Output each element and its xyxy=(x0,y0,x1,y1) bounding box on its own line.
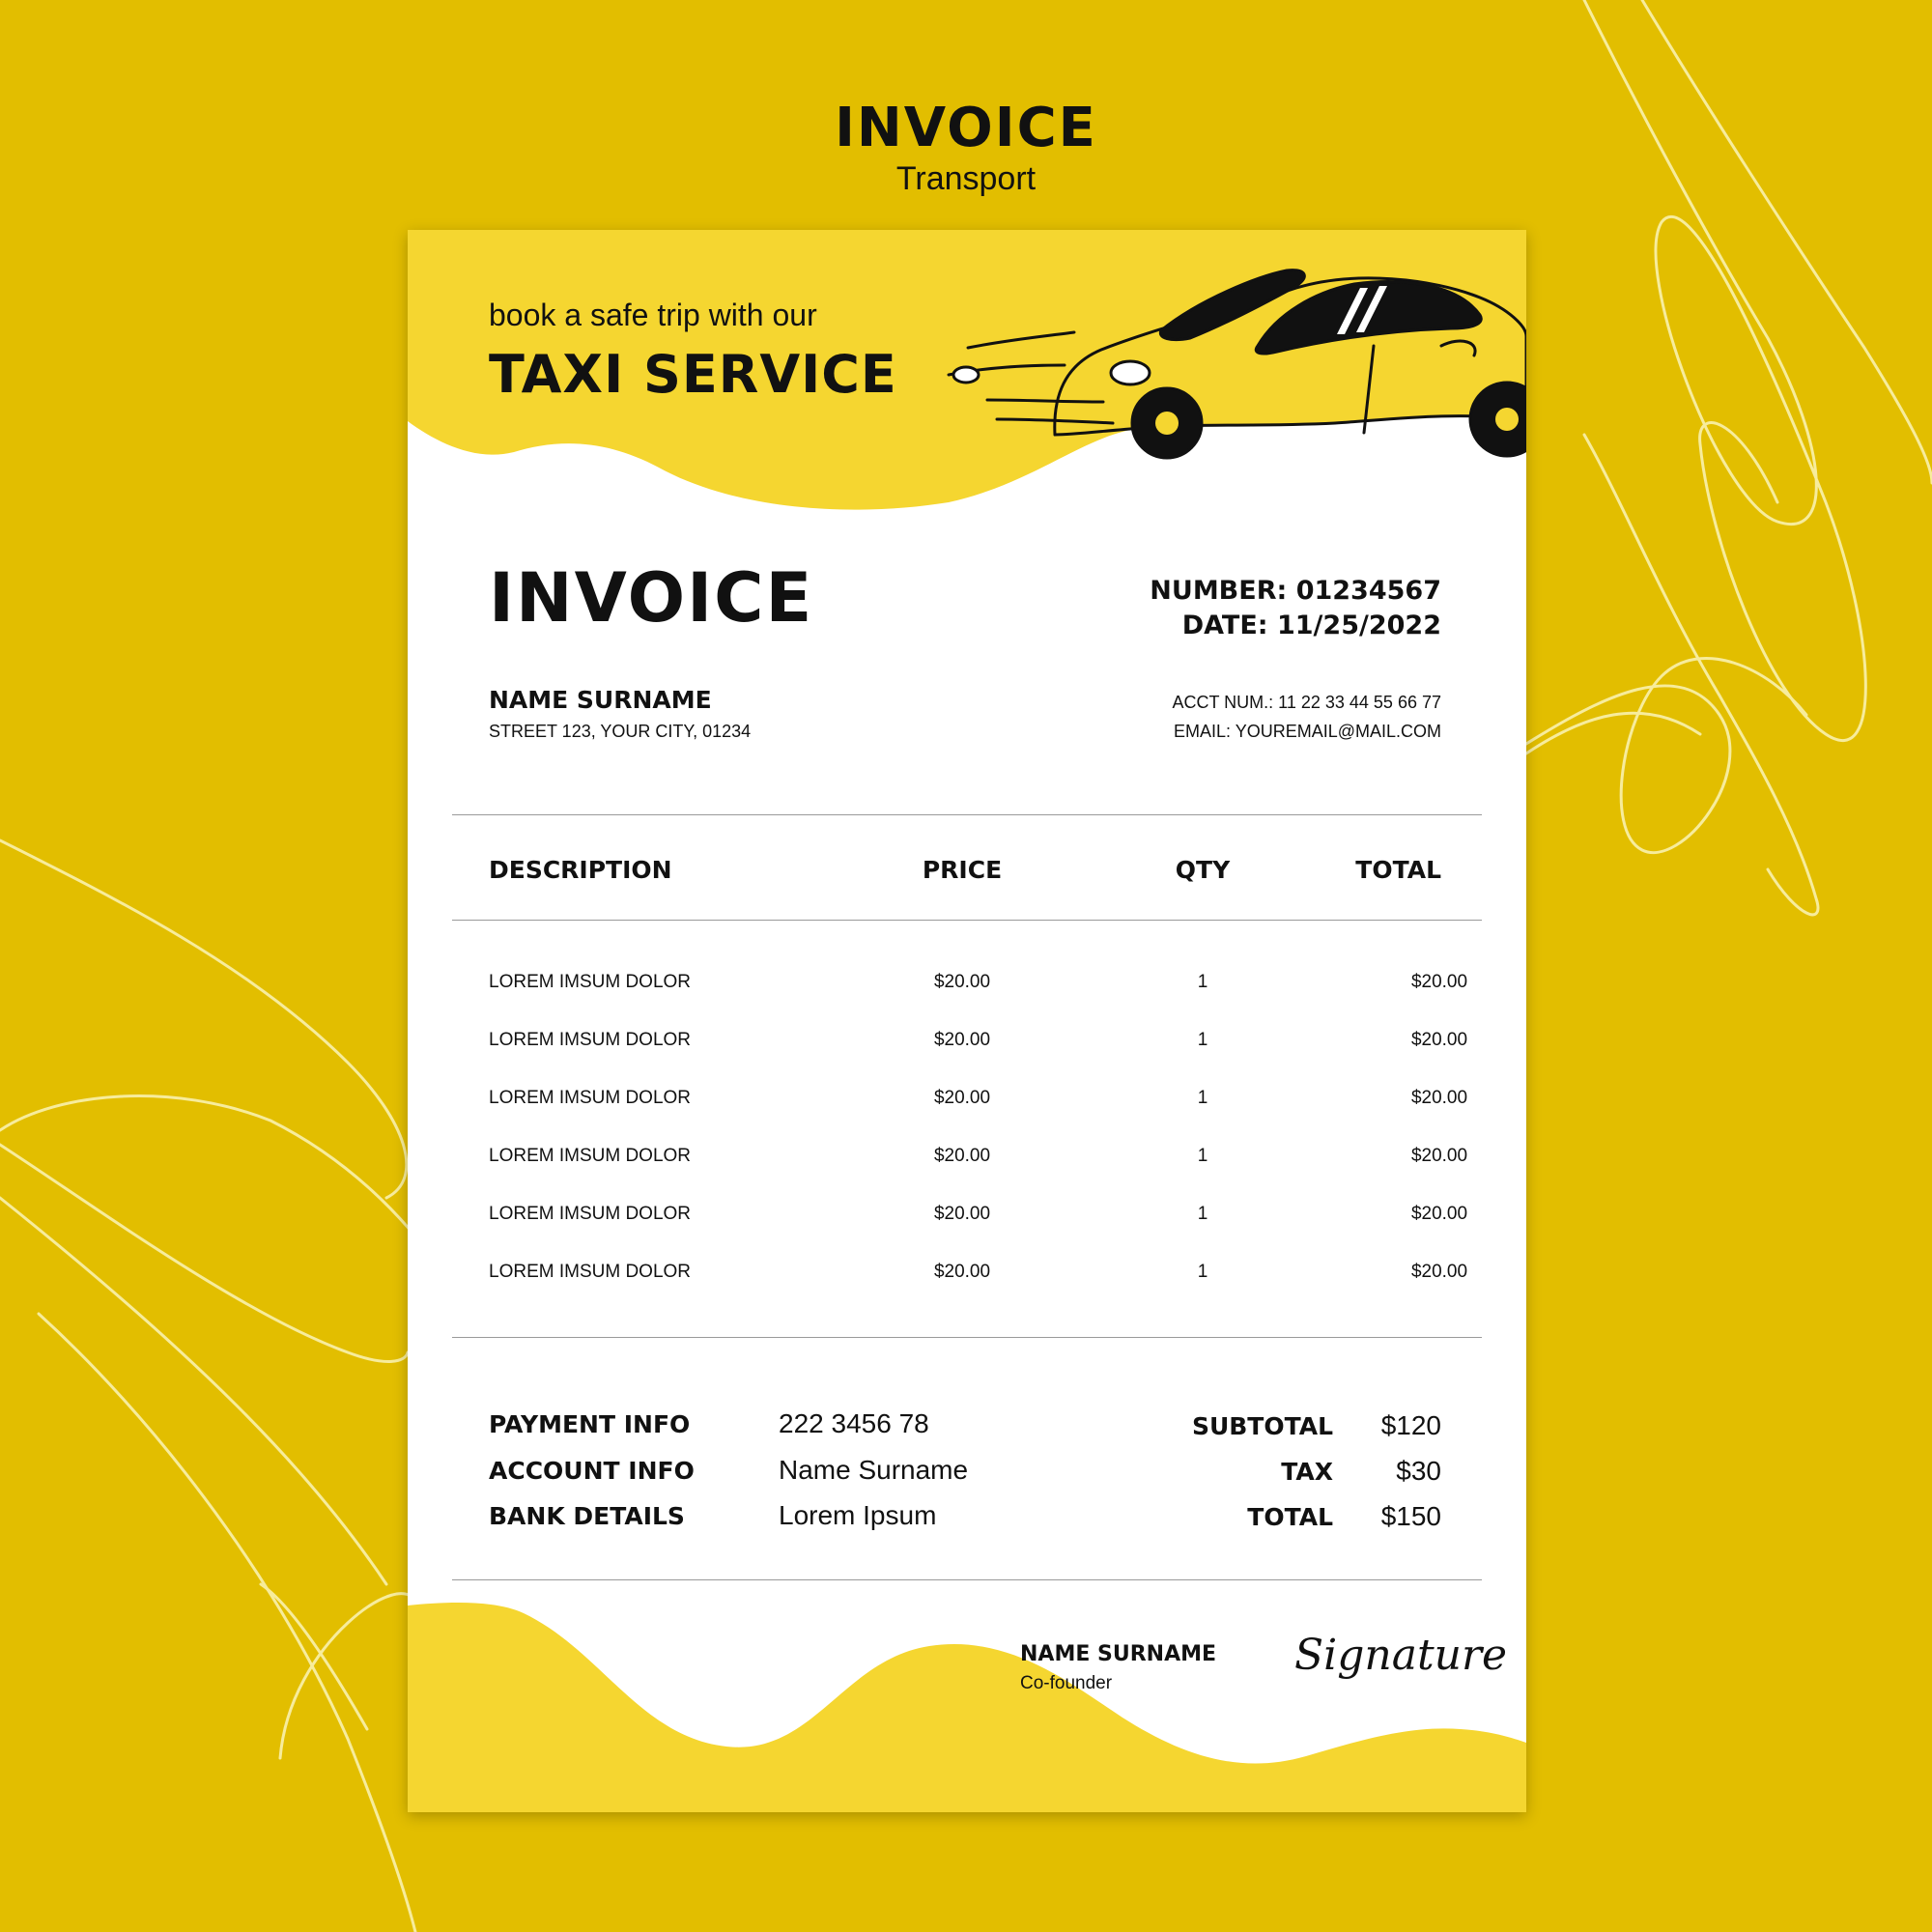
cell-qty: 1 xyxy=(1197,1262,1208,1282)
cell-qty: 1 xyxy=(1197,1088,1208,1108)
signer-name: NAME SURNAME xyxy=(1020,1642,1217,1666)
cell-price: $20.00 xyxy=(933,1030,991,1050)
tax-label: TAX xyxy=(1281,1458,1333,1486)
cell-description: LOREM IMSUM DOLOR xyxy=(489,1204,692,1224)
account-info-label: ACCOUNT INFO xyxy=(489,1457,695,1485)
col-header-qty: QTY xyxy=(1175,856,1231,884)
bank-details-label: BANK DETAILS xyxy=(489,1502,685,1530)
invoice-title: INVOICE xyxy=(489,558,814,638)
table-row xyxy=(408,1088,1526,1126)
cell-total: $20.00 xyxy=(1410,1204,1468,1224)
bank-details-value: Lorem Ipsum xyxy=(779,1500,937,1530)
cell-qty: 1 xyxy=(1197,972,1208,992)
account-number: ACCT NUM.: 11 22 33 44 55 66 77 xyxy=(1172,693,1441,712)
cell-qty: 1 xyxy=(1197,1030,1208,1050)
header-tagline: book a safe trip with our xyxy=(489,298,817,332)
signer-role: Co-founder xyxy=(1020,1673,1113,1693)
col-header-price: PRICE xyxy=(922,856,1003,884)
invoice-number: NUMBER: 01234567 xyxy=(1150,576,1441,606)
email: EMAIL: YOUREMAIL@MAIL.COM xyxy=(1174,722,1441,741)
customer-name: NAME SURNAME xyxy=(489,686,712,714)
table-row xyxy=(408,1146,1526,1184)
cell-price: $20.00 xyxy=(933,1088,991,1108)
cell-total: $20.00 xyxy=(1410,972,1468,992)
account-info-value: Name Surname xyxy=(779,1455,969,1485)
cell-description: LOREM IMSUM DOLOR xyxy=(489,1262,692,1282)
table-row xyxy=(408,1262,1526,1300)
col-header-total: TOTAL xyxy=(1355,856,1441,884)
cell-price: $20.00 xyxy=(933,1204,991,1224)
signature: Signature xyxy=(1294,1631,1508,1680)
cell-description: LOREM IMSUM DOLOR xyxy=(489,972,692,992)
cell-description: LOREM IMSUM DOLOR xyxy=(489,1146,692,1166)
subtotal-value: $120 xyxy=(1380,1410,1441,1440)
divider xyxy=(452,1579,1482,1580)
subtotal-label: SUBTOTAL xyxy=(1191,1412,1333,1440)
total-value: $150 xyxy=(1380,1501,1441,1531)
table-row xyxy=(408,1030,1526,1068)
cell-total: $20.00 xyxy=(1410,1088,1468,1108)
payment-info-label: PAYMENT INFO xyxy=(489,1410,691,1438)
cell-price: $20.00 xyxy=(933,972,991,992)
cell-total: $20.00 xyxy=(1410,1262,1468,1282)
invoice-date: DATE: 11/25/2022 xyxy=(1181,611,1441,640)
table-row xyxy=(408,972,1526,1010)
cell-total: $20.00 xyxy=(1410,1146,1468,1166)
header-service: TAXI SERVICE xyxy=(489,344,897,405)
divider xyxy=(452,814,1482,815)
cell-qty: 1 xyxy=(1197,1146,1208,1166)
cell-price: $20.00 xyxy=(933,1146,991,1166)
total-label: TOTAL xyxy=(1247,1503,1333,1531)
cell-price: $20.00 xyxy=(933,1262,991,1282)
cell-description: LOREM IMSUM DOLOR xyxy=(489,1088,692,1108)
invoice-sheet xyxy=(408,230,1526,1812)
divider xyxy=(452,1337,1482,1338)
payment-info-value: 222 3456 78 xyxy=(779,1408,929,1438)
table-row xyxy=(408,1204,1526,1242)
page-subtitle: Transport xyxy=(895,160,1037,197)
cell-total: $20.00 xyxy=(1410,1030,1468,1050)
tax-value: $30 xyxy=(1396,1456,1441,1486)
cell-description: LOREM IMSUM DOLOR xyxy=(489,1030,692,1050)
divider xyxy=(452,920,1482,921)
cell-qty: 1 xyxy=(1197,1204,1208,1224)
page-title: INVOICE xyxy=(835,97,1097,159)
customer-address: STREET 123, YOUR CITY, 01234 xyxy=(489,722,752,741)
col-header-description: DESCRIPTION xyxy=(489,856,672,884)
sheet-decor xyxy=(408,230,1526,1812)
